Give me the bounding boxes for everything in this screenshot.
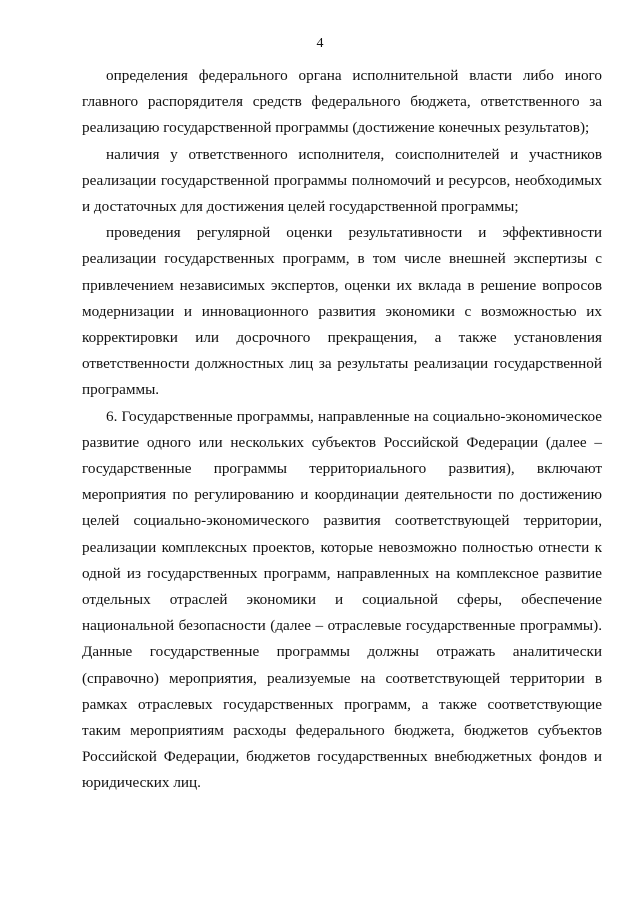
paragraph-regular-evaluation: проведения регулярной оценки результативности и эффективности реализации государственных программ, в том числе внешней экспертизы с привлечением независимых экспертов, оценки их вклада в решение вопросов модернизации и инновационного развития экономики с возможностью их корректировки или досрочного прекращения, а также установления ответственности должностных лиц за результаты реализации государственной программы. [82,224,602,399]
document-body [82,63,602,797]
paragraph-responsible-authority: определения федерального органа исполнительной власти либо иного главного распорядителя средств федерального бюджета, ответственного за реализацию государственной программы (достижение конечных результатов); [82,67,602,137]
page-number: 4 [316,36,324,51]
paragraph-item-6-territorial-programs: 6. Государственные программы, направленные на социально-экономическое развитие одного или нескольких субъектов Российской Федерации (далее – государственные программы территориального развития), включают мероприятия по регулированию и координации деятельности по достижению целей социально-экономического развития соответствующей территории, реализации комплексных проектов, которые невозможно полностью отнести к одной из государственных программ, направленных на комплексное развитие отдельных отраслей экономики и социальной сферы, обеспечение национальной безопасности (далее – отраслевые государственные программы). Данные государственные программы должны отражать аналитически (справочно) мероприятия, реализуемые на соответствующей территории в рамках отраслевых государственных программ, а также соответствующие таким мероприятиям расходы федерального бюджета, бюджетов субъектов Российской Федерации, бюджетов государственных внебюджетных фондов и юридических лиц. [82,407,602,792]
paragraph-powers-and-resources: наличия у ответственного исполнителя, соисполнителей и участников реализации государственной программы полномочий и ресурсов, необходимых и достаточных для достижения целей государственной программы; [82,145,602,216]
